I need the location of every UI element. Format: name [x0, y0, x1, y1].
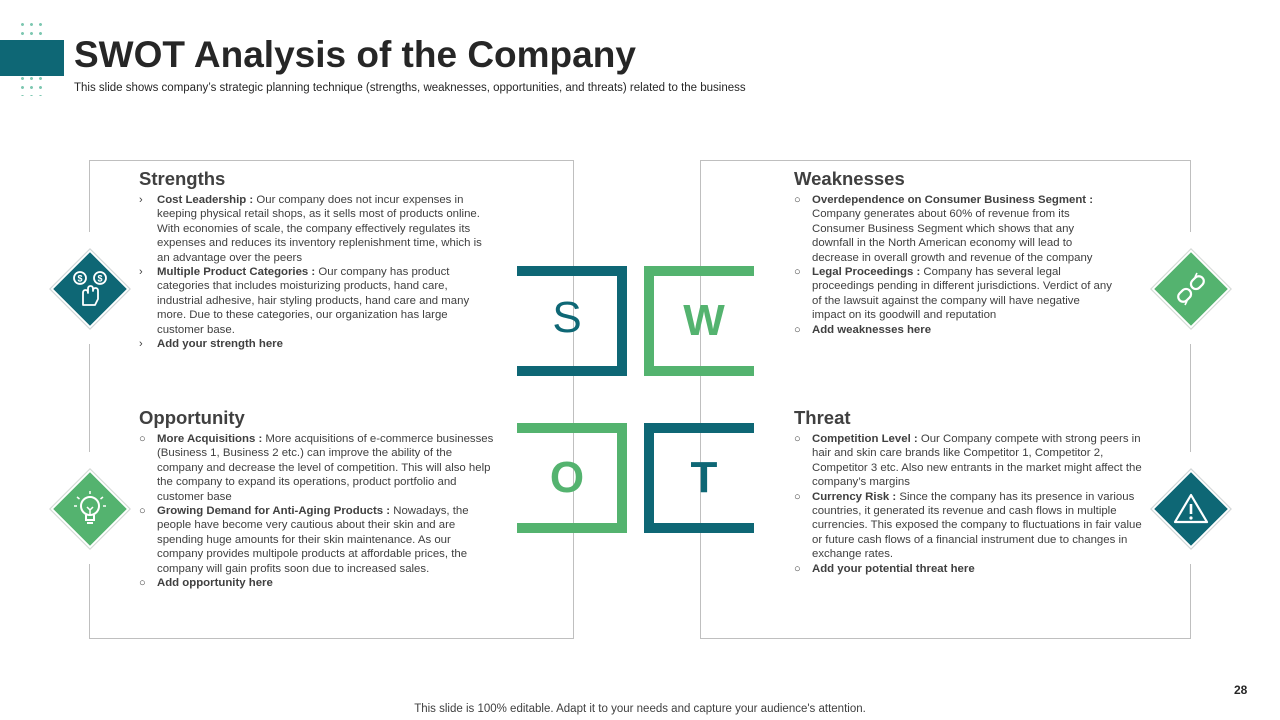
item-text: Our Company compete with strong peers in hair and skin care brands like Competitor 1, Competitor 2, Competitor 3 etc. Also new entrants in the market might affect the company’s margins — [812, 433, 1142, 489]
item-title: Overdependence on Consumer Business Segment : — [812, 194, 1094, 206]
item-text: More acquisitions of e-commerce businesses (Business 1, Business 2 etc.) can improve the ability of the company and decrease the level of competition. This will also help the company to expand its operations, product portfolio and customer base — [157, 433, 494, 503]
item-title: Add weaknesses here — [812, 323, 932, 336]
weaknesses-section — [794, 168, 1112, 337]
item-text: Our company does not incur expenses in keeping physical retail shops, as it sells most of products online. With economies of scale, the company effectively regulates its expenses and reduces its inventory replenishment time, which is an advantage over the peers — [157, 194, 482, 264]
item-title: Cost Leadership : — [157, 194, 254, 206]
bullet-marker: › — [139, 266, 143, 279]
footer-note: This slide is 100% editable. Adapt it to your needs and capture your audience's attention. — [414, 703, 866, 715]
bullet-marker: › — [139, 194, 143, 206]
list-item — [794, 562, 1154, 576]
list-item — [139, 576, 495, 590]
item-title: Multiple Product Categories : — [157, 266, 316, 279]
opportunity-section — [139, 407, 495, 590]
bullet-marker: ○ — [794, 323, 801, 336]
item-text: Company has several legal proceedings pending in different jurisdictions. Verdict of any of the lawsuit against the company will have negative impact on its goodwill and reputation — [812, 266, 1112, 322]
list-item — [794, 265, 1112, 323]
item-title: Legal Proceedings : — [812, 266, 921, 279]
warning-icon — [1151, 469, 1231, 549]
weaknesses-heading: Weaknesses — [794, 168, 905, 189]
bullet-marker: › — [139, 338, 143, 351]
opportunity-list — [139, 432, 495, 590]
item-title: Currency Risk : — [812, 490, 897, 503]
list-item — [139, 504, 495, 576]
page-title: SWOT Analysis of the Company — [74, 34, 636, 75]
svg-text:$: $ — [77, 273, 83, 284]
threat-list — [794, 432, 1154, 576]
title-accent-bar — [0, 40, 64, 76]
item-title: Growing Demand for Anti-Aging Products : — [157, 505, 391, 518]
item-text: Our company has product categories that includes moisturizing products, hand care, industrial adhesive, hair styling products, hand care and many more. Due to these categories, our organization has large customer base. — [157, 266, 470, 336]
strengths-list — [139, 193, 491, 351]
bullet-marker: ○ — [794, 562, 801, 575]
bullet-marker: ○ — [139, 577, 146, 590]
list-item — [794, 193, 1112, 265]
threat-heading: Threat — [794, 407, 851, 428]
strengths-section — [139, 168, 491, 351]
item-text: Nowadays, the people have become very cautious about their skin and are spending huge amounts for their skin maintenance. As our company provides multipole products at affordable prices, the company will gain profits soon due to increased sales. — [157, 505, 469, 575]
bullet-marker: ○ — [794, 194, 801, 206]
page-number: 28 — [1234, 683, 1248, 697]
list-item — [794, 490, 1154, 562]
bullet-marker: ○ — [794, 266, 801, 279]
list-item — [794, 432, 1154, 490]
page-subtitle: This slide shows company’s strategic planning technique (strengths, weaknesses, opportunities, and threats) related to the business — [74, 82, 746, 94]
swot-letter-s: S — [517, 266, 627, 376]
item-text: Company generates about 60% of revenue from its Consumer Business Segment which shows that any downfall in the North American economy will lead to decrease in overall growth and revenue of the company — [812, 208, 1093, 264]
list-item — [139, 193, 491, 265]
weaknesses-list — [794, 193, 1112, 337]
money-hand-icon — [50, 249, 130, 329]
broken-link-icon — [1151, 249, 1231, 329]
list-item — [139, 337, 491, 351]
lightbulb-icon — [50, 469, 130, 549]
list-item — [794, 323, 1112, 337]
bullet-marker: ○ — [139, 505, 146, 518]
swot-letter-w: W — [644, 266, 754, 376]
item-title: Add your potential threat here — [812, 562, 975, 575]
list-item — [139, 265, 491, 337]
threat-section — [794, 407, 1154, 576]
item-title: Add your strength here — [157, 338, 283, 351]
bullet-marker: ○ — [794, 490, 801, 503]
list-item — [139, 432, 495, 504]
svg-text:$: $ — [97, 273, 103, 284]
item-text: Since the company has its presence in various countries, it generated its revenue and cash flows in multiple currencies. This exposed the company to fluctuations in fair value or future cash flows of a financial instrument due to changes in exchange rates. — [812, 490, 1142, 561]
swot-letter-o: O — [517, 423, 627, 533]
opportunity-heading: Opportunity — [139, 407, 245, 428]
strengths-heading: Strengths — [139, 168, 226, 189]
swot-letter-t: T — [644, 423, 754, 533]
item-title: More Acquisitions : — [157, 433, 263, 445]
bullet-marker: ○ — [794, 433, 801, 445]
bullet-marker: ○ — [139, 433, 146, 445]
item-title: Competition Level : — [812, 433, 918, 445]
item-title: Add opportunity here — [157, 577, 273, 590]
